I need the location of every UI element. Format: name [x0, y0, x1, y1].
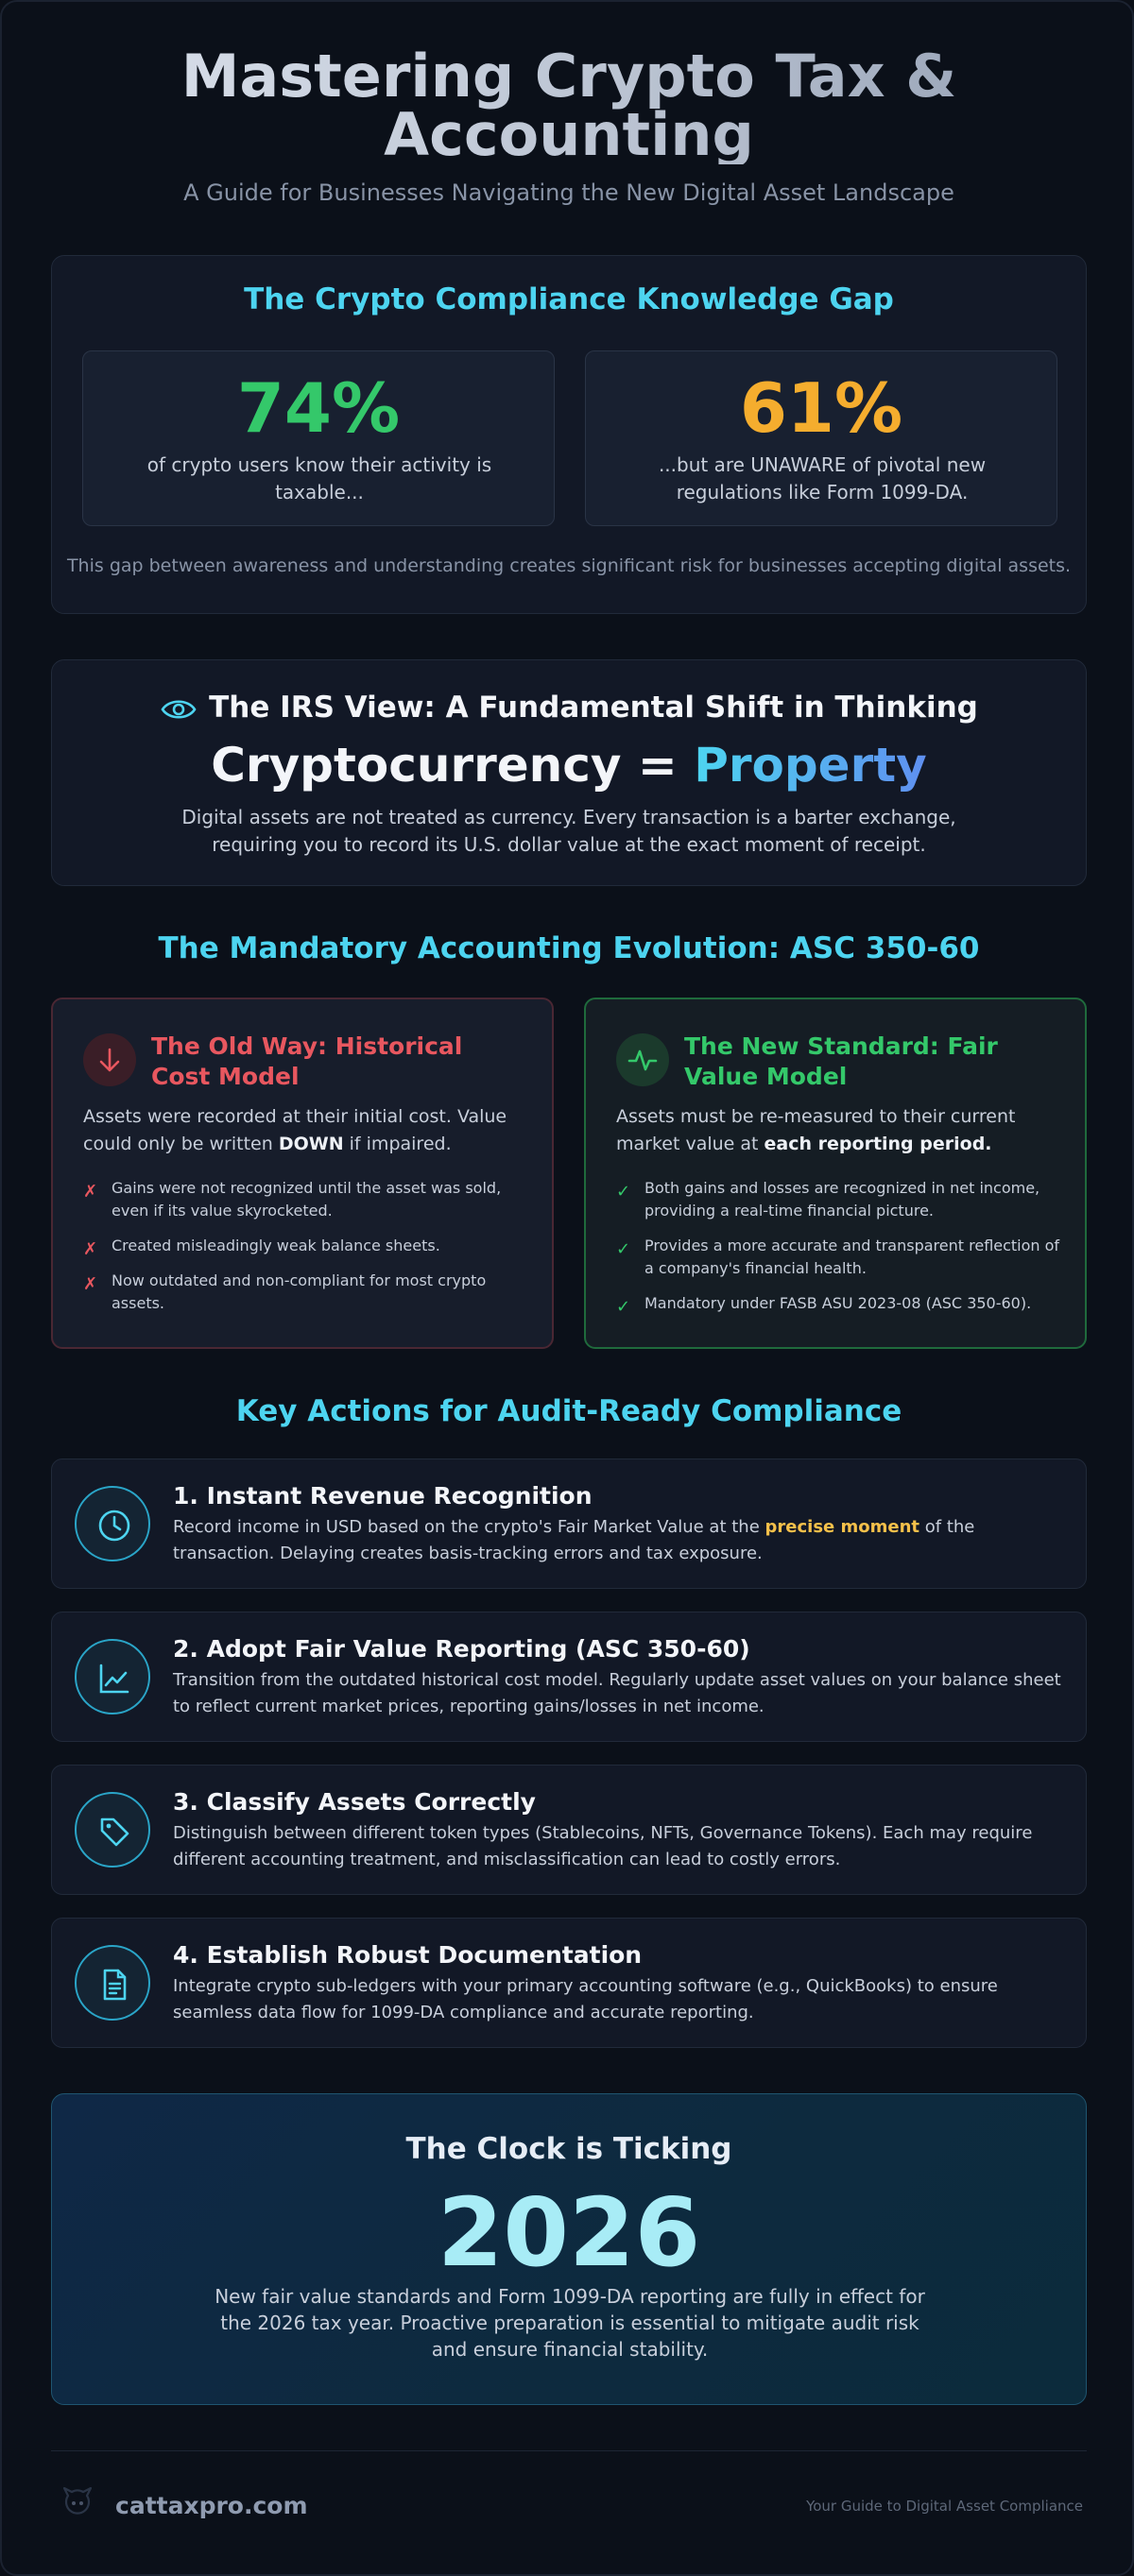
pulse-icon: [616, 1033, 669, 1086]
cat-logo-icon: [51, 2477, 104, 2530]
cross-icon: ✗: [83, 1239, 98, 1259]
footer-brand[interactable]: cattaxpro.com: [115, 2492, 308, 2519]
list-item-text: Gains were not recognized until the asset was sold, even if its value skyrocketed.: [112, 1179, 502, 1220]
old-model-body-pre: Assets were recorded at their initial cost. Value could only be written: [83, 1106, 507, 1154]
action-card-revenue: [51, 1459, 1087, 1589]
action-title: 1. Instant Revenue Recognition: [173, 1482, 593, 1510]
clock-icon: [75, 1486, 150, 1561]
action-text-post: of the transaction. Delaying creates basis-tracking errors and tax exposure.: [173, 1517, 975, 1563]
action-title: 2. Adopt Fair Value Reporting (ASC 350-60): [173, 1635, 750, 1663]
list-item-text: Now outdated and non-compliant for most crypto assets.: [112, 1271, 487, 1312]
action-text-highlight: precise moment: [765, 1517, 920, 1537]
cross-icon: ✗: [83, 1274, 98, 1294]
stat-value: 61%: [739, 368, 903, 448]
irs-heading: [52, 691, 1086, 725]
stat-text: of crypto users know their activity is taxable...: [146, 453, 492, 503]
knowledge-gap-card: [51, 255, 1087, 614]
old-model-body-post: if impaired.: [343, 1134, 452, 1154]
list-item-text: Provides a more accurate and transparent reflection of a company's financial health.: [644, 1237, 1060, 1277]
stat-text: ...but are UNAWARE of pivotal new regulations like Form 1099-DA.: [658, 453, 987, 503]
chart-line-icon: [75, 1639, 150, 1714]
action-title: 4. Establish Robust Documentation: [173, 1941, 643, 1969]
list-item: [83, 1177, 527, 1222]
list-item-text: Both gains and losses are recognized in net income, providing a real-time financial picture.: [644, 1179, 1040, 1220]
action-card-classify: [51, 1765, 1087, 1895]
new-model-body-pre: Assets must be re-measured to their current market value at: [616, 1106, 1016, 1154]
action-card-documentation: [51, 1918, 1087, 2048]
stat-value: 74%: [236, 368, 401, 448]
irs-equation: [52, 738, 1086, 793]
eye-icon: [160, 695, 198, 724]
footer-divider: [51, 2450, 1087, 2451]
irs-equation-left: Cryptocurrency =: [211, 738, 695, 793]
old-model-body-bold: DOWN: [278, 1134, 344, 1154]
irs-text: Digital assets are not treated as currency. Every transaction is a barter exchange, requiring you to record its U.S. dollar value at the exact moment of receipt.: [181, 806, 956, 856]
check-icon: ✓: [616, 1182, 631, 1202]
check-icon: ✓: [616, 1239, 631, 1259]
new-model-body: [616, 1103, 1060, 1158]
new-model-title: The New Standard: Fair Value Model: [684, 1032, 998, 1090]
action-text: Distinguish between different token types (Stablecoins, NFTs, Governance Tokens). Each may require different accounting treatment, and misclassification can lead to costly errors.: [173, 1823, 1033, 1869]
clock-text: New fair value standards and Form 1099-DA reporting are fully in effect for the 2026 tax year. Proactive preparation is essential to mitigate audit risk and ensure financial stability.: [215, 2285, 925, 2361]
irs-heading-text: The IRS View: A Fundamental Shift in Thinking: [209, 691, 978, 725]
list-item: [83, 1235, 527, 1257]
list-item-text: Created misleadingly weak balance sheets.: [112, 1237, 440, 1254]
old-model-body: [83, 1103, 527, 1158]
list-item-text: Mandatory under FASB ASU 2023-08 (ASC 350-60).: [644, 1294, 1032, 1312]
title-line-1: Mastering Crypto Tax &: [180, 42, 957, 111]
tag-icon: [75, 1792, 150, 1868]
stat-box-unaware: [585, 350, 1057, 526]
clock-heading: The Clock is Ticking: [405, 2132, 732, 2166]
new-model-body-bold: each reporting period.: [764, 1134, 992, 1154]
action-text: Integrate crypto sub-ledgers with your primary accounting software (e.g., QuickBooks) to ensure seamless data flow for 1099-DA compliance and accurate reporting.: [173, 1976, 998, 2022]
new-model-list: [616, 1177, 1060, 1327]
action-title: 3. Classify Assets Correctly: [173, 1788, 536, 1816]
arrow-down-icon: [83, 1033, 136, 1086]
old-model-title: The Old Way: Historical Cost Model: [151, 1032, 463, 1090]
action-text-pre: Record income in USD based on the crypto's Fair Market Value at the: [173, 1517, 765, 1537]
list-item: [616, 1292, 1060, 1315]
footer-tagline: Your Guide to Digital Asset Compliance: [806, 2498, 1083, 2515]
new-model-card: [584, 998, 1087, 1349]
list-item: [83, 1270, 527, 1315]
clock-year: 2026: [437, 2177, 701, 2288]
page-title: [2, 42, 1134, 169]
check-icon: ✓: [616, 1297, 631, 1317]
document-icon: [75, 1945, 150, 2021]
clock-card: [51, 2093, 1087, 2405]
knowledge-gap-title: The Crypto Compliance Knowledge Gap: [244, 282, 894, 316]
page-subtitle: A Guide for Businesses Navigating the New Digital Asset Landscape: [183, 179, 954, 206]
actions-title: Key Actions for Audit-Ready Compliance: [235, 1394, 902, 1428]
old-model-list: [83, 1177, 527, 1327]
knowledge-gap-note: This gap between awareness and understanding creates significant risk for businesses accepting digital assets.: [66, 555, 1072, 576]
action-text: Transition from the outdated historical cost model. Regularly update asset values on your balance sheet to reflect current market prices, reporting gains/losses in net income.: [173, 1670, 1061, 1716]
stat-box-aware: [82, 350, 555, 526]
action-text: [173, 1514, 1061, 1567]
cross-icon: ✗: [83, 1182, 98, 1202]
list-item: [616, 1235, 1060, 1280]
old-model-card: [51, 998, 554, 1349]
irs-view-card: [51, 659, 1087, 886]
action-card-fair-value: [51, 1612, 1087, 1742]
title-line-2: Accounting: [384, 100, 754, 169]
irs-equation-right: Property: [694, 738, 927, 793]
evolution-title: The Mandatory Accounting Evolution: ASC 350-60: [158, 931, 980, 965]
list-item: [616, 1177, 1060, 1222]
